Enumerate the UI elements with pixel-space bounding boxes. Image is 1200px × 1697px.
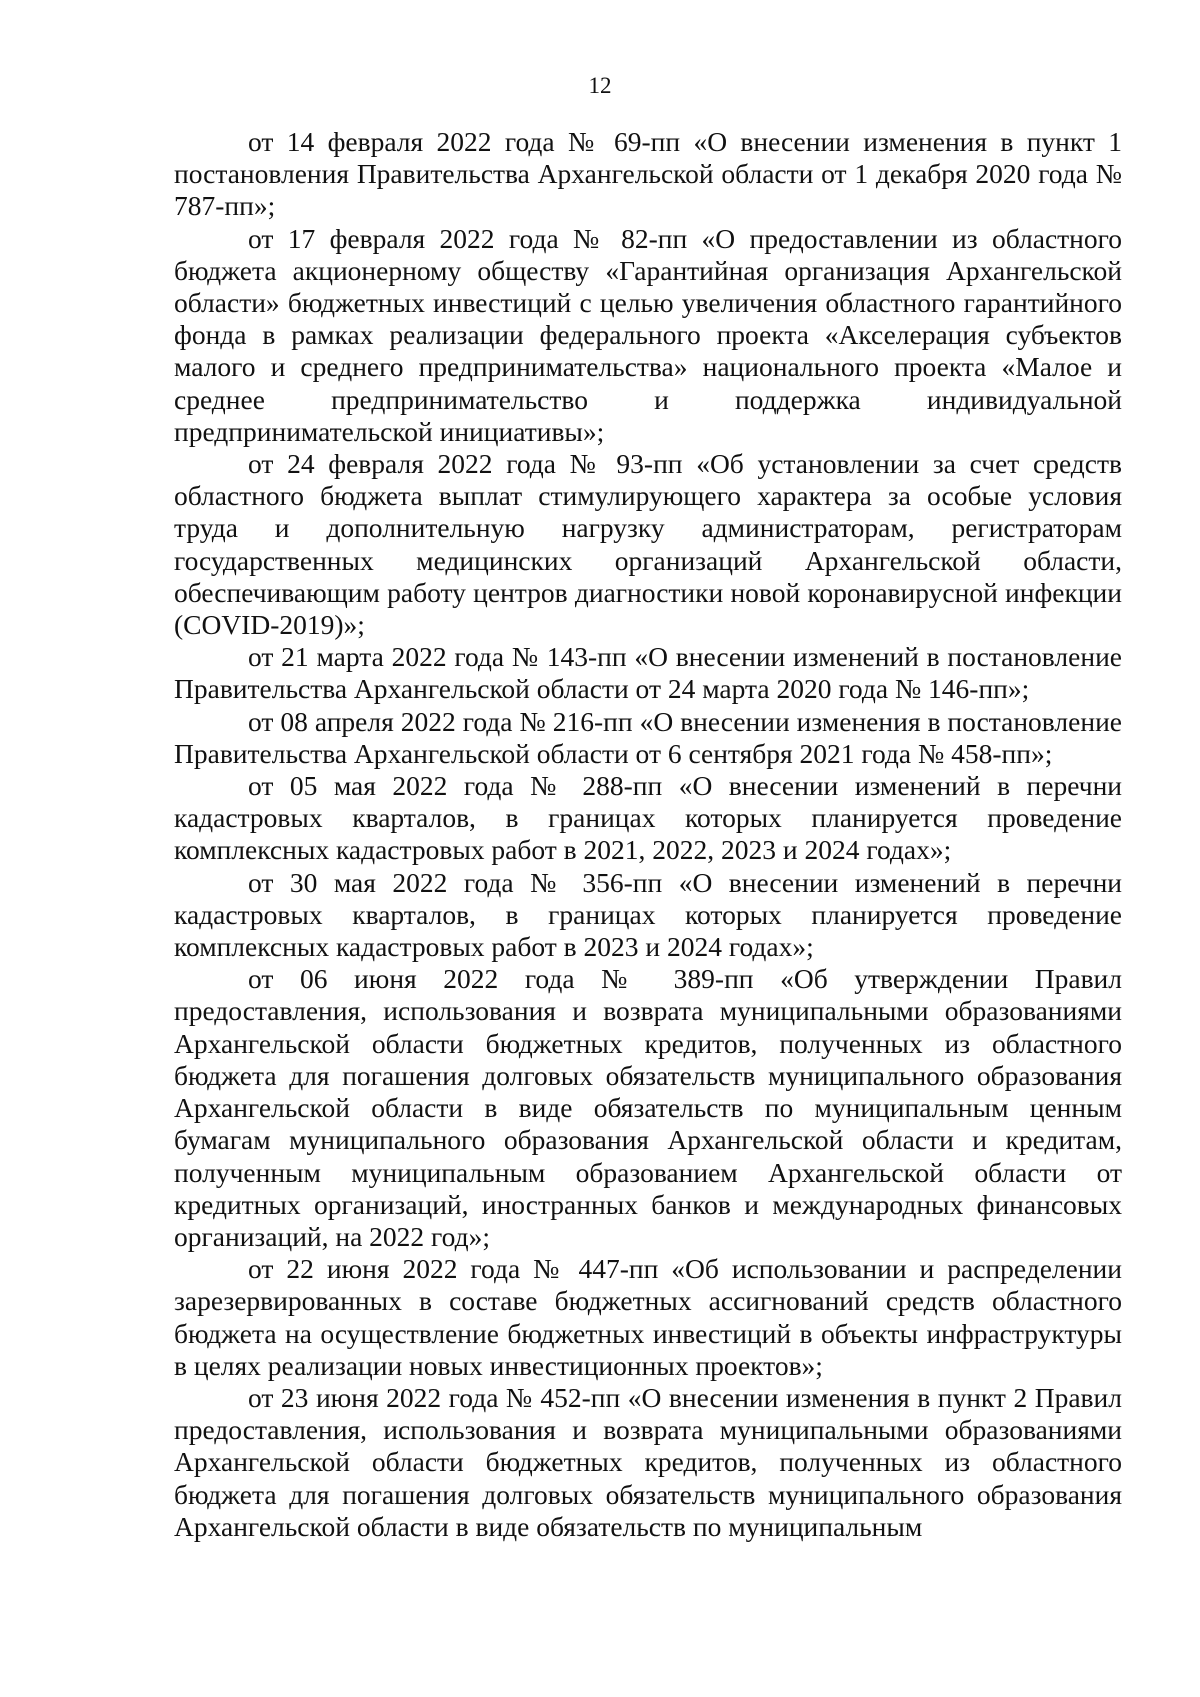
paragraph-decree-288: от 05 мая 2022 года № 288-пп «О внесении изменений в перечни кадастровых кварталов, в границах которых планируется проведение комплексных кадастровых работ в 2021, 2022, 2023 и 2024 годах»; (174, 770, 1122, 866)
document-body (174, 126, 1122, 1543)
paragraph-decree-356: от 30 мая 2022 года № 356-пп «О внесении изменений в перечни кадастровых кварталов, в границах которых планируется проведение комплексных кадастровых работ в 2023 и 2024 годах»; (174, 866, 1122, 963)
paragraph-decree-82: от 17 февраля 2022 года № 82-пп «О предоставлении из областного бюджета акционерному обществу «Гарантийная организация Архангельской области» бюджетных инвестиций с целью увеличения областного гарантийного фонда в рамках реализации федерального проекта «Акселерация субъектов малого и среднего предпринимательства» национального проекта «Малое и среднее предпринимательство и поддержка индивидуальной предпринимательской инициативы»; (174, 222, 1122, 447)
paragraph-decree-216: от 08 апреля 2022 года № 216-пп «О внесении изменения в постановление Правительства Архангельской области от 6 сентября 2021 года № 458-пп»; (174, 705, 1122, 769)
paragraph-decree-452: от 23 июня 2022 года № 452-пп «О внесении изменения в пункт 2 Правил предоставления, использования и возврата муниципальными образованиями Архангельской области бюджетных кредитов, полученных из областного бюджета для погашения долговых обязательств муниципального образования Архангельской области в виде обязательств по муниципальным (174, 1381, 1122, 1542)
paragraph-decree-389: от 06 июня 2022 года № 389-пп «Об утверждении Правил предоставления, использования и возврата муниципальными образованиями Архангельской области бюджетных кредитов, полученных из областного бюджета для погашения долговых обязательств муниципального образования Архангельской области в виде обязательств по муниципальным ценным бумагам муниципального образования Архангельской области и кредитам, полученным муниципальным образованием Архангельской области от кредитных организаций, иностранных банков и международных финансовых организаций, на 2022 год»; (174, 963, 1122, 1252)
paragraph-decree-447: от 22 июня 2022 года № 447-пп «Об использовании и распределении зарезервированных в составе бюджетных ассигнований средств областного бюджета на осуществление бюджетных инвестиций в объекты инфраструктуры в целях реализации новых инвестиционных проектов»; (174, 1253, 1122, 1381)
paragraph-decree-69: от 14 февраля 2022 года № 69-пп «О внесении изменения в пункт 1 постановления Правительства Архангельской области от 1 декабря 2020 года № 787-пп»; (174, 126, 1122, 222)
paragraph-decree-143: от 21 марта 2022 года № 143-пп «О внесении изменений в постановление Правительства Архангельской области от 24 марта 2020 года № 146-пп»; (174, 641, 1122, 705)
page-number: 12 (588, 73, 612, 98)
paragraph-decree-93: от 24 февраля 2022 года № 93-пп «Об установлении за счет средств областного бюджета выплат стимулирующего характера за особые условия труда и дополнительную нагрузку администраторам, регистраторам государственных медицинских организаций Архангельской области, обеспечивающим работу центров диагностики новой коронавирусной инфекции (COVID-2019)»; (174, 448, 1122, 641)
